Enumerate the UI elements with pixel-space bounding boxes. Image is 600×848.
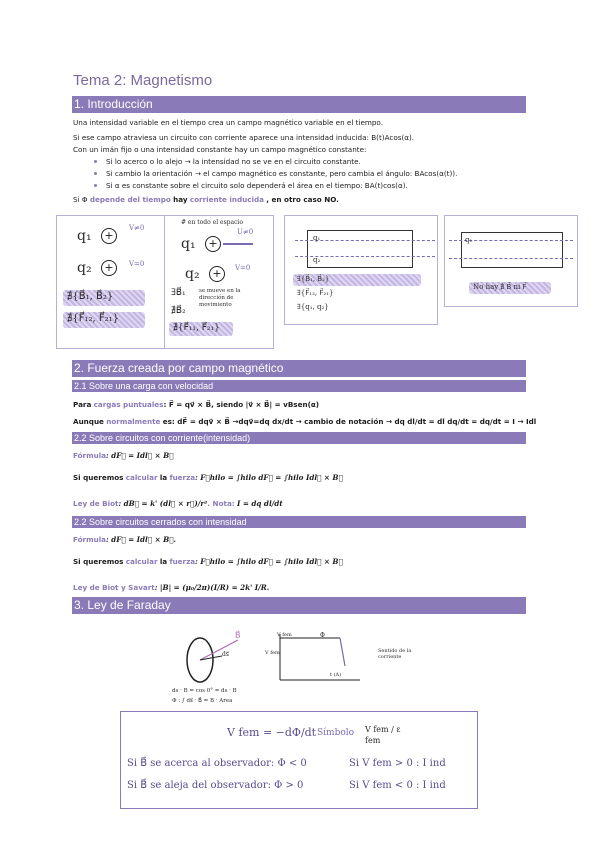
rule-aleja: Si B⃗ se aleja del observador: Φ > 0 [127,780,304,791]
sec2-biot-savart [73,583,269,592]
velocity-label: V=0 [129,260,145,268]
sketch-box-1 [56,215,166,349]
fig-curve-label: Φ [320,632,325,639]
bullet-dot [94,184,97,187]
text-fragment: Para [73,400,92,409]
text-fragment: Aunque [73,417,104,426]
faraday-symbol-label: Símbolo [317,728,355,738]
sketch-no-f: ∄{F⃗₁₁, F⃗₂₁} [173,323,220,333]
subsection-heading-circuitos: 2.2 Sobre circuitos con corriente(intensidad) [72,432,526,444]
sketch-fig3b: ∃{F⃗₁₂, F⃗₂₁} [297,289,334,297]
arrow-right-icon [223,243,253,245]
charge-q1: q₁ [77,228,92,244]
sec2-formula4 [73,557,343,566]
section-heading-introduccion: 1. Introducción [72,96,526,113]
rule-vfem-pos: Si V fem > 0 : I ind [349,758,446,769]
label-ley-biot-savart: Ley de Biot y Savart [73,583,155,592]
highlight-cargas-puntuales: cargas puntuales [93,400,164,409]
text-fragment: Si Φ [73,195,88,204]
positive-charge-icon: + [205,236,221,252]
fig-b-label: B⃗ [235,631,241,640]
formula-df: : dF⃗ = Idl⃗ × B⃗ [106,451,174,460]
highlight-fuerza: fuerza [169,473,196,482]
fig-vfem-top: V fem [277,632,292,638]
positive-charge-icon: + [101,228,117,244]
sec2-line1 [73,400,319,409]
intro-bullet-3: Si α es constante sobre el circuito solo dependerá el área en el tiempo: BA(t)cos(α). [106,181,408,190]
sketch-box-3 [284,215,438,325]
sketch-no-f: ∄{F⃗₁₂, F⃗₂₁} [67,313,120,324]
sketch-no-b2: ∄B⃗₂ [171,306,186,316]
faraday-figure [160,620,460,710]
page-title: Tema 2: Magnetismo [73,72,213,89]
text-fragment: la [159,473,168,482]
velocity-label: V≠0 [129,224,145,232]
sketch-exists-b1: ∃B⃗₁ [171,288,186,298]
label-nota: . Nota: [207,499,235,508]
sec2-formula1 [73,451,174,460]
circuit-rect [307,230,413,268]
intro-p2: Si ese campo atraviesa un circuito con corriente aparece una intensidad inducida: B(t)Acos(α). [73,133,415,142]
formula-biot: : dB⃗ = k' (dl⃗ × r⃗)/r² [118,499,208,508]
formula-notation: es: dF⃗ = dqv⃗ × B⃗ →dqv⃗=dq dx/dt → cambio de notación → dq dl/dt = dl dq/dt = dq/dt = I → Idl [162,417,537,426]
sec2-formula2 [73,473,343,482]
text-fragment: la [159,557,168,566]
intro-p4 [73,195,339,204]
fig-eq2: Φ : ∫ ds⃗ · B⃗ = B · Area [172,698,233,704]
sketch-box-2 [164,215,274,349]
sketch-fig3a: ∃{B⃗₁, B⃗₂} [297,275,330,283]
fig-xlabel: t (Δ) [330,672,342,678]
velocity-label: U≠0 [237,228,254,236]
formula-biot-savart: : |B| = (μ₀/2π)(I/R) = 2k' I/R. [154,583,270,592]
label-formula: Fórmula [73,535,107,544]
highlight-calcular: calcular [125,473,158,482]
highlight-calcular: calcular [125,557,158,566]
sketch-fig4: No hay ∄ B⃗ ni F⃗ [473,283,527,291]
sec2-line2 [73,417,536,426]
formula-df: : dF⃗ = Idl⃗ × B⃗. [106,535,177,544]
intro-p1: Una intensidad variable en el tiempo crea un campo magnético variable en el tiempo. [73,118,383,127]
rule-vfem-neg: Si V fem < 0 : I ind [349,780,446,791]
text-fragment: , en otro caso NO. [266,195,339,204]
sketch-b1-note: se mueve en la dirección de movimiento [199,288,241,308]
text-fragment: Si queremos [73,473,124,482]
sketch-fig3c: ∃{q₁, q₂} [297,303,329,311]
sketch-no-b: ∄{B⃗₁, B⃗₂} [67,291,114,302]
rule-acerca: Si B⃗ se acerca al observador: Φ < 0 [127,758,307,769]
faraday-rule-box [120,711,478,809]
section-heading-faraday: 3. Ley de Faraday [72,597,526,614]
charge-q2: q₂ [77,260,92,276]
highlight-depende: depende del tiempo [89,195,171,204]
highlight-normalmente: normalmente [106,417,161,426]
highlight-fuerza: fuerza [169,557,196,566]
subsection-heading-cerrados: 2.2 Sobre circuitos cerrados con intensidad [72,516,526,528]
charge-q2: q₂ [185,266,200,282]
charge-q2: q₂ [313,256,321,264]
charge-q1: q₁ [181,236,196,252]
fig-current-note: Sentido de la corriente [378,648,412,660]
charge-q1: q₁ [465,236,473,244]
formula-f-hilo: : F⃗hilo = ∫hilo dF⃗ = ∫hilo Idl⃗ × B⃗ [195,473,343,482]
field-line [449,258,573,259]
bullet-dot [94,172,97,175]
intro-bullet-1: Si lo acerco o lo alejo → la intensidad no se ve en el circuito constante. [106,157,361,166]
formula-f-hilo: : F⃗hilo = ∫hilo dF⃗ = ∫hilo Idl⃗ × B⃗ [195,557,343,566]
fig-ylabel: V fem [265,650,280,656]
formula-lorentz: : F⃗ = qv⃗ × B⃗, siendo |v⃗ × B⃗| = vBsen(α) [163,400,320,409]
faraday-equation: V fem = −dΦ/dt [227,726,317,739]
subsection-heading-carga: 2.1 Sobre una carga con velocidad [72,380,526,392]
fig-ds-label: ds⃗ [222,651,229,658]
faraday-symbol-values: V fem / ε fem [365,725,401,745]
highlight-corriente-inducida: corriente inducida [189,195,264,204]
bullet-dot [94,160,97,163]
positive-charge-icon: + [101,260,117,276]
text-fragment: Si queremos [73,557,124,566]
sec2-formula3 [73,535,176,544]
current-arrow [340,638,345,666]
fig-eq1: ds · B = cos 0° = ds · B [172,688,237,694]
label-ley-biot: Ley de Biot [73,499,119,508]
text-fragment: hay [173,195,188,204]
sketch-box-4 [444,215,578,307]
circuit-rect [461,232,563,268]
label-formula: Fórmula [73,451,107,460]
intro-p3: Con un imán fijo o una intensidad constante hay un campo magnético constante: [73,145,367,154]
formula-intensidad: I = dq dl/dt [236,499,283,508]
charge-q1: q₁ [313,234,321,242]
intro-bullet-2: Si cambio la orientación → el campo magnético es constante, pero cambia el ángulo: BAcos(α(t)). [106,169,458,178]
section-heading-fuerza: 2. Fuerza creada por campo magnético [72,360,526,377]
positive-charge-icon: + [209,266,225,282]
velocity-label: V=0 [235,264,251,272]
sketch-note: # en todo el espacio [181,219,243,226]
sec2-biot [73,499,283,508]
